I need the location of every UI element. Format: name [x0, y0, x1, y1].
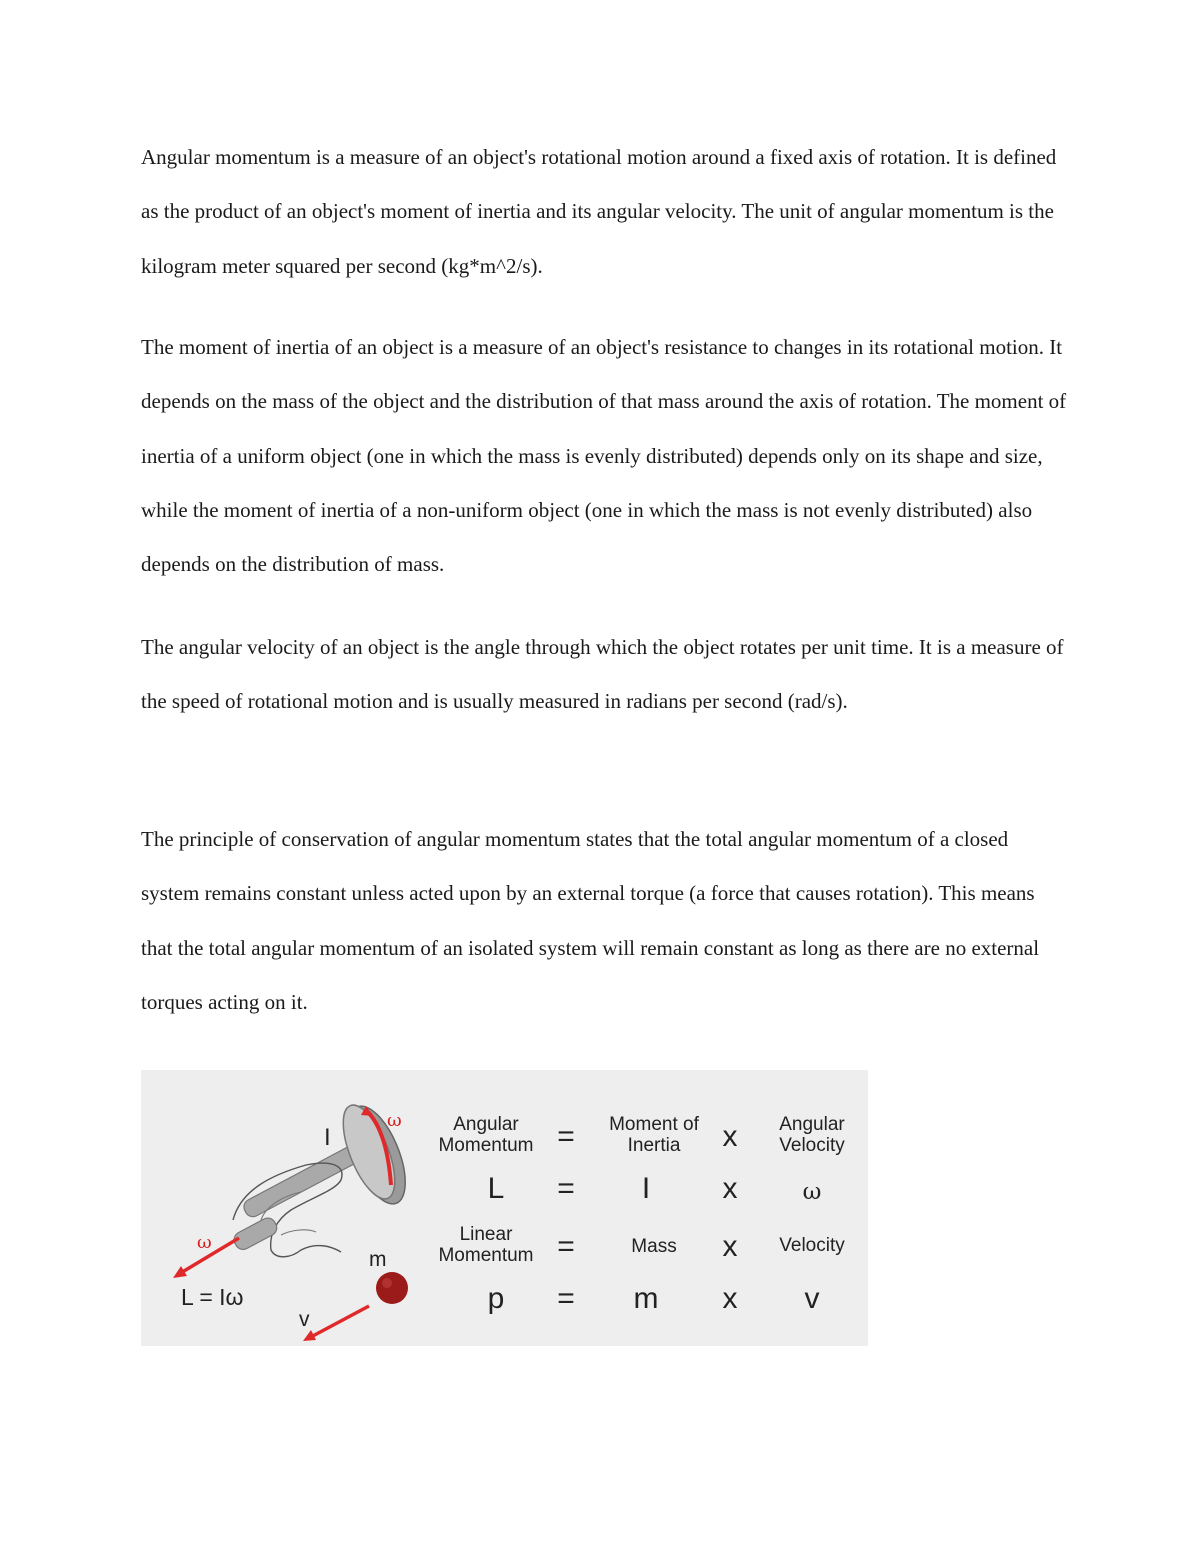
eq-m: m — [633, 1282, 659, 1315]
eq-linear-momentum: Linear Momentum — [438, 1224, 534, 1267]
eq-times-4: x — [722, 1282, 738, 1315]
inertia-label: I — [324, 1124, 331, 1151]
paragraph-angular-velocity: The angular velocity of an object is the angle through which the object rotates per unit time. It is a measure of the speed of rotational motion and is usually measured in radians per second (rad/s). — [141, 635, 1064, 714]
eq-equals-2: = — [557, 1172, 575, 1205]
formula-label: L = Iω — [181, 1284, 244, 1310]
omega-label-top: ω — [387, 1110, 402, 1131]
eq-moment-of-inertia: Moment of Inertia — [609, 1114, 699, 1157]
eq-angular-momentum: Angular Momentum — [438, 1114, 534, 1157]
mass-ball — [376, 1272, 408, 1304]
angular-momentum-figure — [141, 1070, 868, 1346]
eq-times-1: x — [722, 1120, 738, 1153]
paragraph-angular-momentum: Angular momentum is a measure of an object's rotational motion around a fixed axis of rotation. It is defined as the product of an object's moment of inertia and its angular velocity. The unit of angular momentum is the kilogram meter squared per second (kg*m^2/s). — [141, 145, 1057, 278]
eq-velocity: Velocity — [779, 1235, 845, 1256]
eq-times-2: x — [722, 1172, 738, 1205]
eq-equals-1: = — [557, 1120, 575, 1153]
eq-equals-4: = — [557, 1282, 575, 1315]
eq-mass: Mass — [631, 1236, 677, 1257]
velocity-arrow — [309, 1306, 369, 1338]
eq-times-3: x — [722, 1230, 738, 1263]
eq-I: I — [641, 1172, 651, 1205]
paragraph-conservation: The principle of conservation of angular momentum states that the total angular momentum of a closed system remains constant unless acted upon by an external torque (a force that causes rotation). This means that the total angular momentum of an isolated system will remain constant as long as there are no external torques acting on it. — [141, 827, 1040, 1014]
paragraph-moment-of-inertia: The moment of inertia of an object is a measure of an object's resistance to changes in its rotational motion. It depends on the mass of the object and the distribution of that mass around the axis of rotation. The moment of inertia of a uniform object (one in which the mass is evenly distributed) depends only on its shape and size, while the moment of inertia of a non-uniform object (one in which the mass is not evenly distributed) also depends on the distribution of mass. — [141, 335, 1067, 577]
eq-L: L — [487, 1172, 505, 1205]
eq-angular-velocity: Angular Velocity — [779, 1114, 845, 1157]
eq-v: v — [804, 1282, 820, 1315]
eq-omega: ω — [802, 1179, 822, 1205]
velocity-label: v — [299, 1308, 310, 1331]
eq-equals-3: = — [557, 1230, 575, 1263]
omega-label-left: ω — [197, 1232, 212, 1253]
mass-label: m — [369, 1248, 387, 1271]
eq-p: p — [487, 1282, 505, 1315]
